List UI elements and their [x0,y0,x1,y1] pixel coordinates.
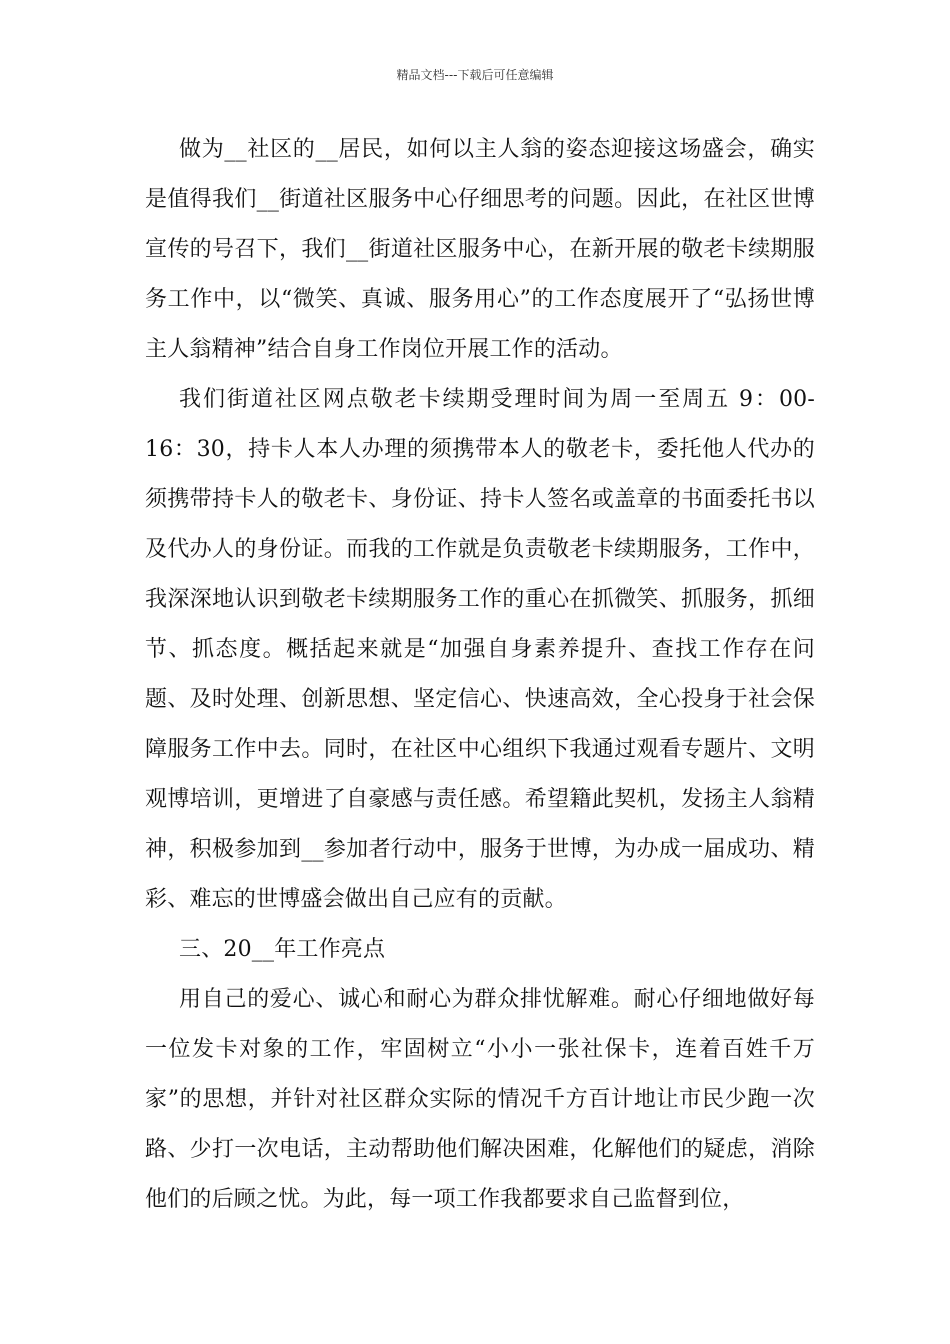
paragraph-highlights: 用自己的爱心、诚心和耐心为群众排忧解难。耐心仔细地做好每一位发卡对象的工作，牢固树立“小小一张社保卡，连着百姓千万家”的思想，并针对社区群众实际的情况千方百计地让市民少跑一次路、少打一次电话，主动帮助他们解决困难，化解他们的疑虑，消除他们的后顾之忧。为此，每一项工作我都要求自己监督到位， [145,987,815,1212]
document-body [145,125,815,1225]
section-heading: 三、20__年工作亮点 [179,937,386,962]
paragraph-service-hours: 我们街道社区网点敬老卡续期受理时间为周一至周五 9：00-16：30，持卡人本人办理的须携带本人的敬老卡，委托他人代办的须携带持卡人的敬老卡、身份证、持卡人签名或盖章的书面委托书以及代办人的身份证。而我的工作就是负责敬老卡续期服务，工作中，我深深地认识到敬老卡续期服务工作的重心在抓微笑、抓服务，抓细节、抓态度。概括起来就是“加强自身素养提升、查找工作存在问题、及时处理、创新思想、坚定信心、快速高效，全心投身于社会保障服务工作中去。同时，在社区中心组织下我通过观看专题片、文明观博培训，更增进了自豪感与责任感。希望籍此契机，发扬主人翁精神，积极参加到__参加者行动中，服务于世博，为办成一届成功、精彩、难忘的世博盛会做出自己应有的贡献。 [145,387,815,912]
page-header: 精品文档---下载后可任意编辑 [396,68,554,82]
paragraph-intro: 做为__社区的__居民，如何以主人翁的姿态迎接这场盛会，确实是值得我们__街道社区服务中心仔细思考的问题。因此，在社区世博宣传的号召下，我们__街道社区服务中心，在新开展的敬老卡续期服务工作中，以“微笑、真诚、服务用心”的工作态度展开了“弘扬世博主人翁精神”结合自身工作岗位开展工作的活动。 [145,137,815,362]
